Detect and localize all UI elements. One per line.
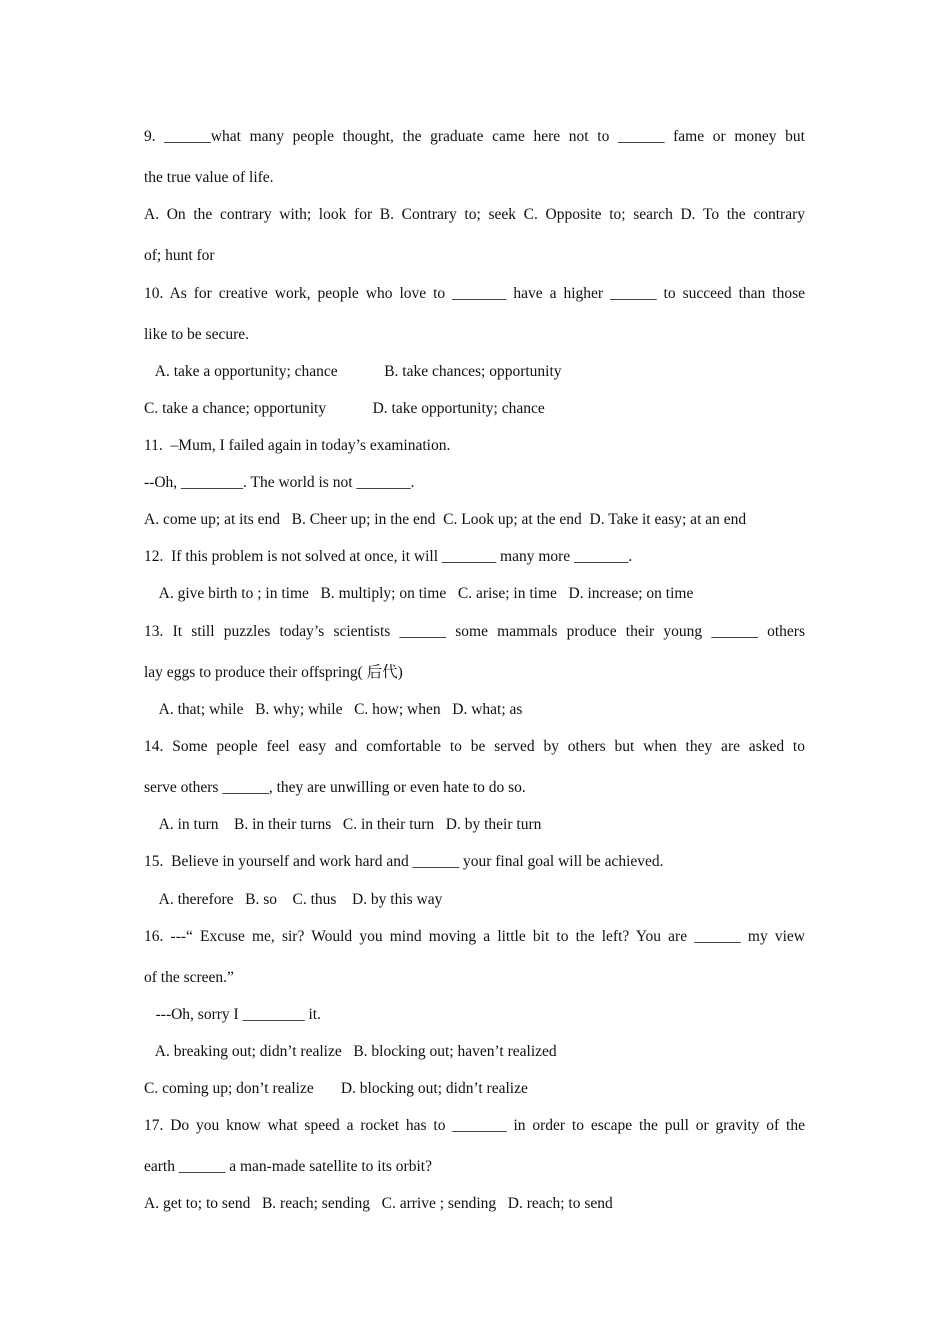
question-13-options-line-1: A. that; while B. why; while C. how; when D. what; as — [144, 701, 523, 718]
question-17-stem-line-1: 17. Do you know what speed a rocket has to _______ in order to escape the pull or gravity of the — [144, 1117, 805, 1134]
question-17-stem-line-2: earth ______ a man-made satellite to its orbit? — [144, 1158, 432, 1175]
question-14-stem-line-2: serve others ______, they are unwilling or even hate to do so. — [144, 779, 526, 796]
question-13-stem-line-2: lay eggs to produce their offspring( 后代) — [144, 664, 403, 681]
question-10-stem-line-1: 10. As for creative work, people who love to _______ have a higher ______ to succeed than those — [144, 285, 805, 302]
question-12-stem-line-1: 12. If this problem is not solved at once, it will _______ many more _______. — [144, 548, 633, 565]
question-9-stem-line-2: the true value of life. — [144, 169, 274, 186]
question-11-stem-line-1: 11. –Mum, I failed again in today’s examination. — [144, 437, 451, 454]
question-16-stem-line-2: of the screen.” — [144, 969, 234, 986]
question-16-stem-line-1: 16. ---“ Excuse me, sir? Would you mind moving a little bit to the left? You are ______ my view — [144, 928, 805, 945]
question-9-options-line-1: A. On the contrary with; look for B. Contrary to; seek C. Opposite to; search D. To the contrary — [144, 206, 805, 223]
question-16-options-line-1: A. breaking out; didn’t realize B. blocking out; haven’t realized — [144, 1043, 557, 1060]
question-12-options-line-1: A. give birth to ; in time B. multiply; on time C. arise; in time D. increase; on time — [144, 585, 694, 602]
question-9-stem-line-1: 9. ______what many people thought, the graduate came here not to ______ fame or money but — [144, 128, 805, 145]
question-15-stem-line-1: 15. Believe in yourself and work hard and ______ your final goal will be achieved. — [144, 853, 664, 870]
question-9-options-line-2: of; hunt for — [144, 247, 215, 264]
question-13-stem-line-1: 13. It still puzzles today’s scientists ______ some mammals produce their young ______ others — [144, 623, 805, 640]
question-11-options-line-1: A. come up; at its end B. Cheer up; in the end C. Look up; at the end D. Take it easy; at an end — [144, 511, 747, 528]
question-10-stem-line-2: like to be secure. — [144, 326, 250, 343]
question-10-options-line-1: A. take a opportunity; chance B. take chances; opportunity — [144, 363, 562, 380]
question-15-options-line-1: A. therefore B. so C. thus D. by this way — [144, 891, 443, 908]
question-14-options-line-1: A. in turn B. in their turns C. in their turn D. by their turn — [144, 816, 542, 833]
question-16-options-line-2: C. coming up; don’t realize D. blocking out; didn’t realize — [144, 1080, 528, 1097]
question-11-stem-line-2: --Oh, ________. The world is not _______. — [144, 474, 415, 491]
question-17-options-line-1: A. get to; to send B. reach; sending C. arrive ; sending D. reach; to send — [144, 1195, 613, 1212]
question-16-stem-line-3: ---Oh, sorry I ________ it. — [144, 1006, 321, 1023]
question-14-stem-line-1: 14. Some people feel easy and comfortable to be served by others but when they are asked to — [144, 738, 805, 755]
question-10-options-line-2: C. take a chance; opportunity D. take opportunity; chance — [144, 400, 545, 417]
